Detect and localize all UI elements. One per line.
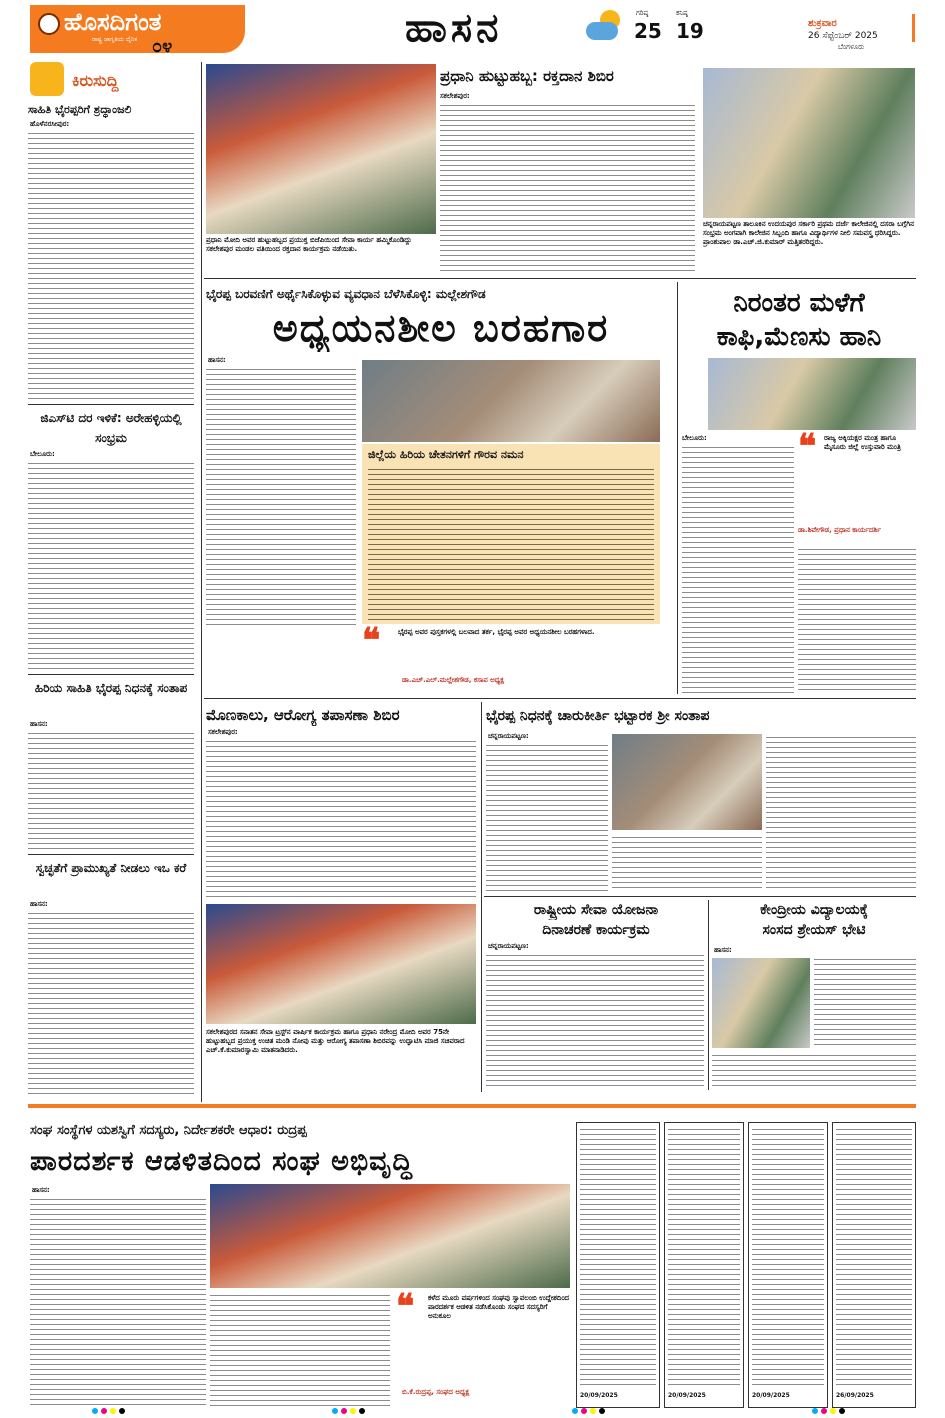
brief-body bbox=[28, 460, 194, 670]
registration-marks bbox=[332, 1408, 372, 1416]
page-number: ೦೪ bbox=[152, 36, 173, 57]
brand-block bbox=[30, 5, 245, 53]
notice-date: 20/09/2025 bbox=[580, 1392, 618, 1399]
blood-camp-title: ಪ್ರಧಾನಿ ಹುಟ್ಟುಹಬ್ಬ: ರಕ್ತದಾನ ಶಿಬಿರ bbox=[440, 67, 614, 85]
brief-title: ಹಿರಿಯ ಸಾಹಿತಿ ಭೈರಪ್ಪ ನಿಧನಕ್ಕೆ ಸಂತಾಪ bbox=[34, 681, 188, 695]
brief-title: ಸ್ವಚ್ಛತೆಗೆ ಪ್ರಾಮುಖ್ಯತೆ ನೀಡಲು ಇಒ ಕರೆ bbox=[35, 861, 187, 875]
legal-notice bbox=[748, 1122, 828, 1408]
temp-min-label: ಕನಿಷ್ಠ bbox=[676, 9, 688, 17]
health-camp-photo bbox=[206, 904, 476, 1024]
bhyrappa-headline: ಅಧ್ಯಯನಶೀಲ ಬರಹಗಾರ bbox=[272, 306, 610, 350]
bhyrappa-dateline: ಹಾಸನ: bbox=[208, 356, 226, 364]
charukirti-body-col1 bbox=[486, 742, 608, 892]
blood-camp-photo bbox=[206, 64, 436, 234]
registration-marks bbox=[812, 1408, 852, 1416]
quote-mark-icon: ❝ bbox=[362, 626, 381, 658]
brand-logo-icon bbox=[38, 13, 60, 35]
nss-dateline: ಚನ್ನರಾಯಪಟ್ಟಣ: bbox=[488, 942, 529, 950]
brief-dateline: ಹೊಳೆನರಸೀಪುರ: bbox=[30, 120, 70, 128]
section-divider-bar bbox=[28, 1104, 916, 1108]
charukirti-dateline: ಚನ್ನರಾಯಪಟ್ಟಣ: bbox=[488, 732, 529, 740]
registration-marks bbox=[572, 1408, 612, 1416]
kirusuddi-column bbox=[28, 60, 198, 1100]
district-title: ಹಾಸನ bbox=[405, 5, 503, 51]
coop-quote-author: ಬಿ.ಕೆ.ರುದ್ರಪ್ಪ, ಸಂಘದ ಅಧ್ಯಕ್ಷ bbox=[402, 1388, 470, 1396]
bhyrappa-quote-block bbox=[362, 624, 672, 694]
brand-name: ಹೊಸದಿಗಂತ bbox=[64, 8, 162, 36]
health-camp-body bbox=[206, 738, 476, 898]
rain-body-col2 bbox=[798, 546, 916, 694]
notice-date: 26/09/2025 bbox=[836, 1392, 874, 1399]
nss-title-line1: ರಾಷ್ಟ್ರೀಯ ಸೇವಾ ಯೋಜನಾ bbox=[533, 902, 659, 918]
bhyrappa-kicker: ಭೈರಪ್ಪ ಬರವಣಿಗೆ ಅರ್ಥೈಸಿಕೊಳ್ಳುವ ವ್ಯವಧಾನ ಬೆಳೆಸಿಕೊಳ್ಳಿ: ಮಲ್ಲೇಶಗೌಡ bbox=[206, 287, 486, 301]
brief-dateline: ಬೇಲೂರು: bbox=[30, 450, 55, 458]
brand-tagline: ರಾಷ್ಟ್ರ ಜಾಗೃತಿಯ ದೈನಿಕ bbox=[92, 36, 138, 43]
charukirti-portrait-photo bbox=[612, 734, 762, 830]
temp-max-label: ಗರಿಷ್ಠ bbox=[636, 9, 649, 17]
kv-body-col2 bbox=[814, 956, 916, 1048]
coop-body-col1 bbox=[30, 1196, 206, 1408]
temp-max: 25 bbox=[634, 19, 662, 43]
blood-camp-body bbox=[440, 102, 695, 272]
blood-camp-dateline: ಸಕಲೇಶಪುರ: bbox=[440, 92, 470, 100]
legal-notice bbox=[832, 1122, 916, 1408]
kirusuddi-label: ಕಿರುಸುದ್ದಿ bbox=[72, 71, 119, 90]
coop-quote-block bbox=[396, 1292, 570, 1408]
blood-camp-caption: ಪ್ರಧಾನಿ ಮೋದಿ ಅವರ ಹುಟ್ಟುಹಬ್ಬದ ಪ್ರಯುಕ್ತ ಬಿಜೆಪಿಯಿಂದ ಸೇವಾ ಕಾರ್ಯ ಹಮ್ಮಿಕೊಂಡಿದ್ದು ಸಕಲೇಶಪುರ ಮಂಡಲ ವತಿಯಿಂದ ರಕ್ತದಾನ ಕಾರ್ಯಕ್ರಮ ನಡೆಯಿತು. bbox=[206, 236, 412, 253]
college-uniform-caption: ಚನ್ನರಾಯಪಟ್ಟಣ ತಾಲೂಕಿನ ಉದಯಪುರ ಸರ್ಕಾರಿ ಪ್ರಥಮ ದರ್ಜೆ ಕಾಲೇಜಿನಲ್ಲಿ ದಸರಾ ಬಗ್ಗೆಗಿನ ಸಂಭ್ರಮ ಅಂಗವಾಗಿ ಕಾಲೇಜಿನ ಸಿಬ್ಬಂದಿ ಹಾಗೂ ವಿದ್ಯಾರ್ಥಿಗಳ ನೀಲಿ ಸಮವಸ್ತ್ರ ಧರಿಸಿದ್ದರು. ಪ್ರಾಂಶುಪಾಲ ಡಾ.ಎಚ್.ಜಿ.ಕುಮಾರ್ ಮತ್ತಿತರರಿದ್ದರು. bbox=[703, 220, 915, 246]
brief-body bbox=[28, 130, 194, 400]
weekday: ಶುಕ್ರವಾರ bbox=[808, 18, 837, 29]
legal-notice bbox=[664, 1122, 744, 1408]
brief-dateline: ಹಾಸನ: bbox=[30, 720, 48, 728]
bhyrappa-quote-author: ಡಾ.ಎಚ್.ಎಲ್.ಮಲ್ಲೇಶಗೌಡ, ಕಸಾಪ ಅಧ್ಯಕ್ಷ bbox=[402, 676, 505, 684]
brief-title: ಸಾಹಿತಿ ಭೈರಪ್ಪರಿಗೆ ಶ್ರದ್ಧಾಂಜಲಿ bbox=[28, 103, 132, 116]
tribute-box bbox=[362, 444, 660, 624]
nss-title-line2: ದಿನಾಚರಣೆ ಕಾರ್ಯಕ್ರಮ bbox=[542, 922, 650, 938]
charukirti-body-col3 bbox=[766, 734, 916, 892]
bhyrappa-body-col1 bbox=[206, 366, 356, 628]
temp-min: 19 bbox=[676, 19, 704, 43]
coop-body-col2 bbox=[210, 1292, 390, 1408]
kv-title-line1: ಕೇಂದ್ರೀಯ ವಿದ್ಯಾಲಯಕ್ಕೆ bbox=[760, 902, 868, 918]
rain-quote-block bbox=[798, 432, 916, 542]
kirusuddi-header bbox=[30, 62, 190, 98]
registration-marks bbox=[92, 1408, 132, 1416]
masthead bbox=[0, 0, 945, 58]
kv-title-line2: ಸಂಸದ ಶ್ರೇಯಸ್ ಭೇಟಿ bbox=[762, 922, 866, 938]
weather-icon bbox=[584, 10, 624, 44]
rain-protest-photo bbox=[708, 358, 916, 430]
city: ಬೆಂಗಳೂರು bbox=[838, 43, 865, 51]
bhyrappa-quote: ಭೈರಪ್ಪ ಅವರ ಪುಸ್ತಕಗಳಲ್ಲಿ ಬಲವಾದ ತರ್ಕ, ಭೈರಪ್ಪ ಅವರ ಅಧ್ಯಯನಶೀಲ ಬರಹಗಳಾದ. bbox=[398, 628, 595, 636]
health-camp-title: ಮೊಣಕಾಲು, ಆರೋಗ್ಯ ತಪಾಸಣಾ ಶಿಬಿರ bbox=[206, 706, 400, 724]
quote-mark-icon: ❝ bbox=[396, 1292, 415, 1322]
notice-date: 20/09/2025 bbox=[668, 1392, 706, 1399]
rain-dateline: ಬೇಲೂರು: bbox=[682, 434, 707, 442]
notice-date: 20/09/2025 bbox=[752, 1392, 790, 1399]
megaphone-icon bbox=[30, 62, 64, 96]
nss-body bbox=[486, 952, 704, 1090]
coop-headline: ಪಾರದರ್ಶಕ ಆಡಳಿತದಿಂದ ಸಂಘ ಅಭಿವೃದ್ಧಿ bbox=[30, 1146, 413, 1177]
coop-quote: ಕಳೆದ ಮೂರು ವರ್ಷಗಳಿಂದ ಸಂಘವು ಸ್ವಾವಲಂಬಿ ಉದ್ದೇಶದಿಂದ ಪಾರದರ್ಶಕ ಆಡಳಿತ ನಡೆಸಿಕೊಂಡು ಸಂಘದ ಸದಸ್ಯರಿಗೆ ಅನುಕೂಲ bbox=[428, 1294, 570, 1320]
brief-body bbox=[28, 910, 194, 1096]
kv-dateline: ಹಾಸನ: bbox=[714, 946, 732, 954]
rain-body-col1 bbox=[682, 444, 794, 694]
kv-body bbox=[712, 1052, 916, 1090]
date: 26 ಸೆಪ್ಟೆಂಬರ್ 2025 bbox=[808, 31, 878, 41]
coop-felicitation-photo bbox=[210, 1184, 570, 1288]
college-uniform-photo bbox=[703, 68, 915, 218]
rain-quote: ರಾಜ್ಯ ಅಕ್ಕಿಯಕ್ಷರ ಮಂತ್ರ ಹಾಗೂ ಮೈಸೂರು ಜಿಲ್ಲೆ ಉಸ್ತುವಾರಿ ಮಂತ್ರಿ bbox=[824, 434, 901, 451]
charukirti-title: ಭೈರಪ್ಪ ನಿಧನಕ್ಕೆ ಚಾರುಕೀರ್ತಿ ಭಟ್ಟಾರಕ ಶ್ರೀ ಸಂತಾಪ bbox=[486, 708, 710, 724]
rain-headline-line1: ನಿರಂತರ ಮಳೆಗೆ bbox=[733, 288, 865, 318]
bhyrappa-tribute-photo bbox=[362, 360, 660, 442]
coop-dateline: ಹಾಸನ: bbox=[32, 1186, 50, 1194]
kv-visit-photo bbox=[712, 958, 810, 1048]
health-camp-dateline: ಸಕಲೇಶಪುರ: bbox=[208, 728, 238, 736]
coop-kicker: ಸಂಘ ಸಂಸ್ಥೆಗಳ ಯಶಸ್ವಿಗೆ ಸದಸ್ಯರು, ನಿರ್ದೇಶಕರೇ ಆಧಾರ: ರುದ್ರಪ್ಪ bbox=[30, 1123, 307, 1138]
brief-title: ಜಿಎಸ್‌ಟಿ ದರ ಇಳಿಕೆ: ಅರೇಹಳ್ಳಿಯಲ್ಲಿ ಸಂಭ್ರಮ bbox=[40, 411, 182, 445]
brief-dateline: ಹಾಸನ: bbox=[30, 900, 48, 908]
tribute-box-body bbox=[368, 466, 654, 620]
masthead-accent-bar bbox=[912, 14, 915, 42]
health-camp-caption: ಸಕಲೇಶಪುರದ ಸನಾತನ ಸೇವಾ ಟ್ರಸ್ಟ್‌ನ ವಾರ್ಷಿಕ ಕಾರ್ಯಕ್ರಮ ಹಾಗೂ ಪ್ರಧಾನಿ ನರೇಂದ್ರ ಮೋದಿ ಅವರ 75ನೇ ಹುಟ್ಟುಹಬ್ಬದ ಪ್ರಯುಕ್ತ ಉಚಿತ ಮಂಡಿ ನೋವು ಮತ್ತು ಆರೋಗ್ಯ ತಪಾಸಣಾ ಶಿಬಿರವನ್ನು ಉದ್ಘಾಟಿಸಿ ಮಾಜಿ ಸಚಿವರಾದ ಎಚ್.ಕೆ.ಕುಮಾರಸ್ವಾಮಿ ಮಾತನಾಡಿದರು. bbox=[206, 1028, 465, 1054]
quote-mark-icon: ❝ bbox=[798, 432, 817, 462]
tribute-box-title: ಜಿಲ್ಲೆಯ ಹಿರಿಯ ಚೇತನಗಳಿಗೆ ಗೌರವ ನಮನ bbox=[368, 448, 524, 461]
charukirti-body-col2 bbox=[612, 834, 762, 892]
brief-body bbox=[28, 730, 194, 850]
rain-quote-author: ಡಾ.ಶಿವೇಗೌಡ, ಪ್ರಧಾನ ಕಾರ್ಯದರ್ಶಿ bbox=[798, 526, 882, 534]
legal-notice bbox=[576, 1122, 660, 1408]
rain-headline-line2: ಕಾಫಿ,ಮೆಣಸು ಹಾನಿ bbox=[716, 322, 882, 352]
